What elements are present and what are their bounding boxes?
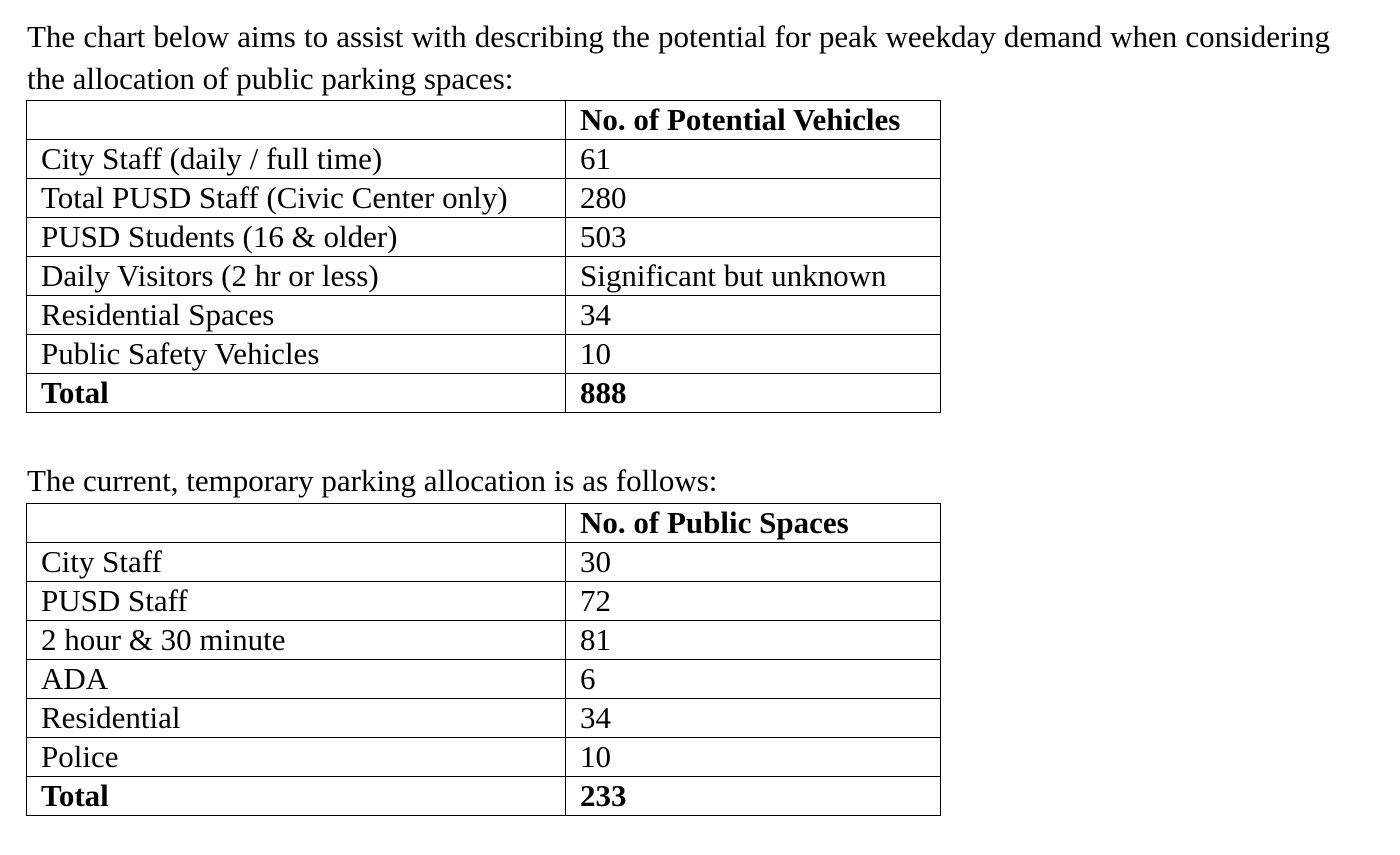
table-header-row: [27, 101, 941, 140]
row-label: ADA: [27, 660, 566, 699]
row-label: Residential: [27, 699, 566, 738]
total-label: Total: [27, 777, 566, 816]
table-row: [27, 140, 941, 179]
row-value: 503: [566, 218, 941, 257]
row-value: 34: [566, 699, 941, 738]
header-cell-label: [27, 101, 566, 140]
header-cell-public-spaces: No. of Public Spaces: [566, 504, 941, 543]
row-label: City Staff: [27, 543, 566, 582]
row-value: 34: [566, 296, 941, 335]
row-value: 6: [566, 660, 941, 699]
row-label: Daily Visitors (2 hr or less): [27, 257, 566, 296]
row-label: Public Safety Vehicles: [27, 335, 566, 374]
table-row: [27, 699, 941, 738]
table-row: [27, 218, 941, 257]
table-row: [27, 296, 941, 335]
row-value: 280: [566, 179, 941, 218]
potential-vehicles-table: [26, 100, 941, 413]
total-value: 888: [566, 374, 941, 413]
header-cell-potential-vehicles: No. of Potential Vehicles: [566, 101, 941, 140]
table-row: [27, 621, 941, 660]
public-spaces-table: [26, 503, 941, 816]
row-label: Residential Spaces: [27, 296, 566, 335]
row-label: Police: [27, 738, 566, 777]
row-value: 81: [566, 621, 941, 660]
total-row: [27, 777, 941, 816]
row-label: Total PUSD Staff (Civic Center only): [27, 179, 566, 218]
table-row: [27, 582, 941, 621]
header-cell-label: [27, 504, 566, 543]
row-label: PUSD Staff: [27, 582, 566, 621]
allocation-intro: The current, temporary parking allocation is as follows:: [27, 463, 718, 498]
table-header-row: [27, 504, 941, 543]
table-row: [27, 335, 941, 374]
total-value: 233: [566, 777, 941, 816]
row-label: 2 hour & 30 minute: [27, 621, 566, 660]
table-row: [27, 738, 941, 777]
total-label: Total: [27, 374, 566, 413]
row-value: Significant but unknown: [566, 257, 941, 296]
table-row: [27, 179, 941, 218]
row-label: City Staff (daily / full time): [27, 140, 566, 179]
row-label: PUSD Students (16 & older): [27, 218, 566, 257]
row-value: 61: [566, 140, 941, 179]
row-value: 30: [566, 543, 941, 582]
intro-paragraph: The chart below aims to assist with describing the potential for peak weekday demand when considering the allocation of public parking spaces:: [27, 19, 1330, 96]
table-row: [27, 660, 941, 699]
table-row: [27, 257, 941, 296]
row-value: 10: [566, 738, 941, 777]
total-row: [27, 374, 941, 413]
row-value: 72: [566, 582, 941, 621]
row-value: 10: [566, 335, 941, 374]
table-row: [27, 543, 941, 582]
